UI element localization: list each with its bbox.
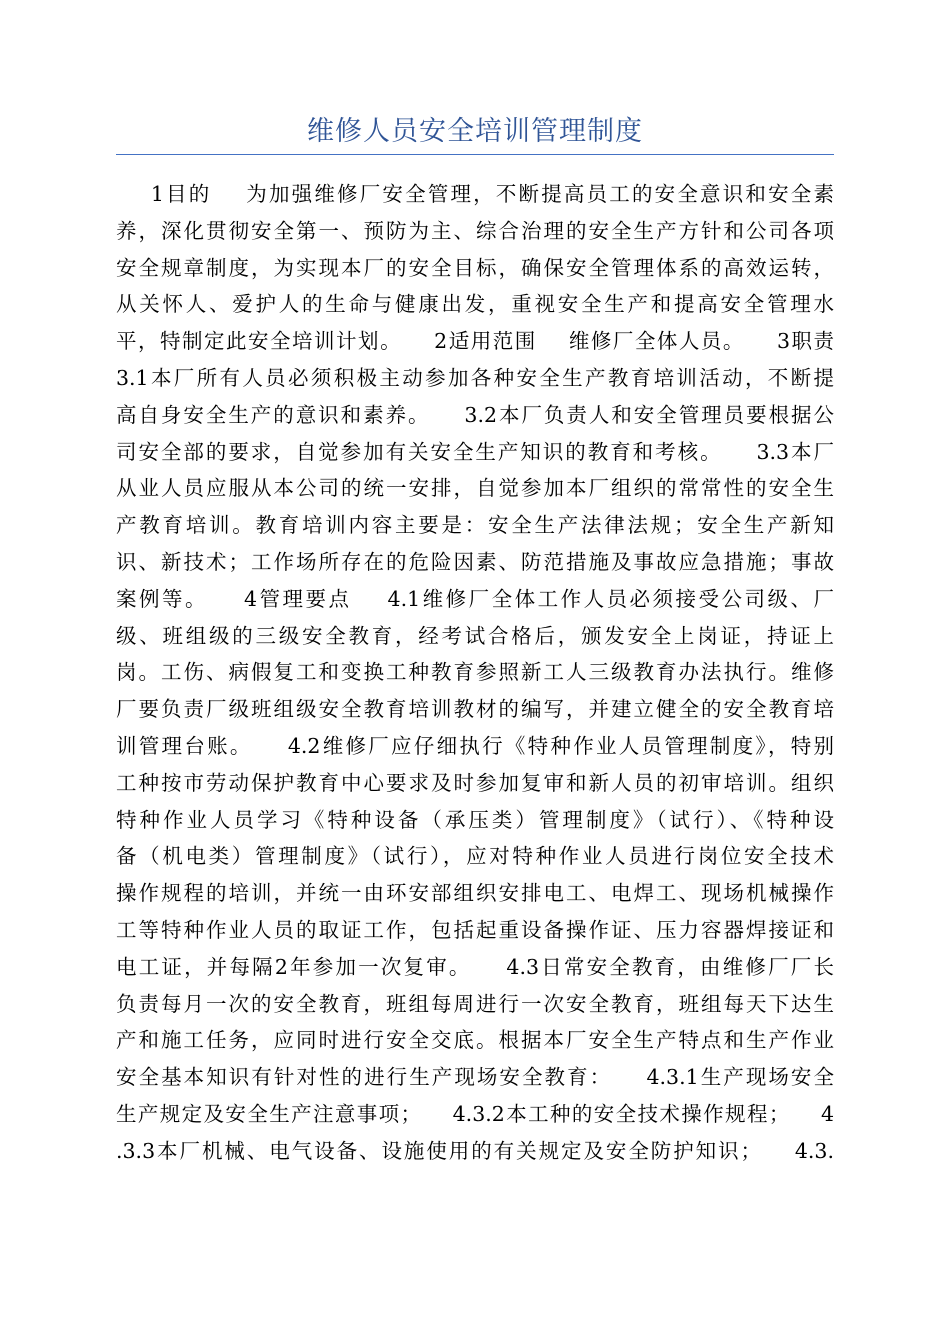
body-line: 从关怀人、爱护人的生命与健康出发，重视安全生产和提高安全管理水 <box>116 292 834 317</box>
body-line: .3.3本厂机械、电气设备、设施使用的有关规定及安全防护知识； 4.3. <box>116 1138 834 1163</box>
body-line: 级、班组级的三级安全教育，经考试合格后，颁发安全上岗证，持证上 <box>116 623 834 648</box>
title-underline <box>116 154 834 155</box>
body-line: 岗。工伤、病假复工和变换工种教育参照新工人三级教育办法执行。维修 <box>116 660 834 685</box>
body-line: 工种按市劳动保护教育中心要求及时参加复审和新人员的初审培训。组织 <box>116 770 834 795</box>
body-line: 识、新技术；工作场所存在的危险因素、防范措施及事故应急措施；事故 <box>116 549 834 574</box>
body-line: 工等特种作业人员的取证工作，包括起重设备操作证、压力容器焊接证和 <box>116 917 834 942</box>
body-line: 3.1本厂所有人员必须积极主动参加各种安全生产教育培训活动，不断提 <box>116 365 834 390</box>
body-line: 负责每月一次的安全教育，班组每周进行一次安全教育，班组每天下达生 <box>116 991 834 1016</box>
body-line: 训管理台账。 4.2维修厂应仔细执行《特种作业人员管理制度》，特别 <box>116 733 834 758</box>
body-line: 厂要负责厂级班组级安全教育培训教材的编写，并建立健全的安全教育培 <box>116 697 834 722</box>
body-line: 安全基本知识有针对性的进行生产现场安全教育： 4.3.1生产现场安全 <box>116 1065 834 1090</box>
body-line: 操作规程的培训，并统一由环安部组织安排电工、电焊工、现场机械操作 <box>116 881 834 906</box>
body-line: 平，特制定此安全培训计划。 2适用范围 维修厂全体人员。 3职责 <box>116 329 834 354</box>
document-body <box>116 176 834 1170</box>
body-line: 从业人员应服从本公司的统一安排，自觉参加本厂组织的常常性的安全生 <box>116 476 834 501</box>
body-line: 生产规定及安全生产注意事项； 4.3.2本工种的安全技术操作规程； 4 <box>116 1101 834 1126</box>
body-line: 安全规章制度，为实现本厂的安全目标，确保安全管理体系的高效运转， <box>116 255 834 280</box>
body-line: 案例等。 4管理要点 4.1维修厂全体工作人员必须接受公司级、厂 <box>116 586 834 611</box>
body-line: 司安全部的要求，自觉参加有关安全生产知识的教育和考核。 3.3本厂 <box>116 439 834 464</box>
document-title: 维修人员安全培训管理制度 <box>307 116 643 147</box>
body-line: 养，深化贯彻安全第一、预防为主、综合治理的安全生产方针和公司各项 <box>116 218 834 243</box>
body-line: 产和施工任务，应同时进行安全交底。根据本厂安全生产特点和生产作业 <box>116 1028 834 1053</box>
body-line: 1目的 为加强维修厂安全管理，不断提高员工的安全意识和安全素 <box>116 182 834 206</box>
body-line: 备（机电类）管理制度》（试行），应对特种作业人员进行岗位安全技术 <box>116 844 834 869</box>
body-line: 高自身安全生产的意识和素养。 3.2本厂负责人和安全管理员要根据公 <box>116 402 834 427</box>
body-line: 电工证，并每隔2年参加一次复审。 4.3日常安全教育，由维修厂厂长 <box>116 954 834 979</box>
body-line: 产教育培训。教育培训内容主要是：安全生产法律法规；安全生产新知 <box>116 513 834 538</box>
body-line: 特种作业人员学习《特种设备（承压类）管理制度》（试行）、《特种设 <box>116 807 834 832</box>
